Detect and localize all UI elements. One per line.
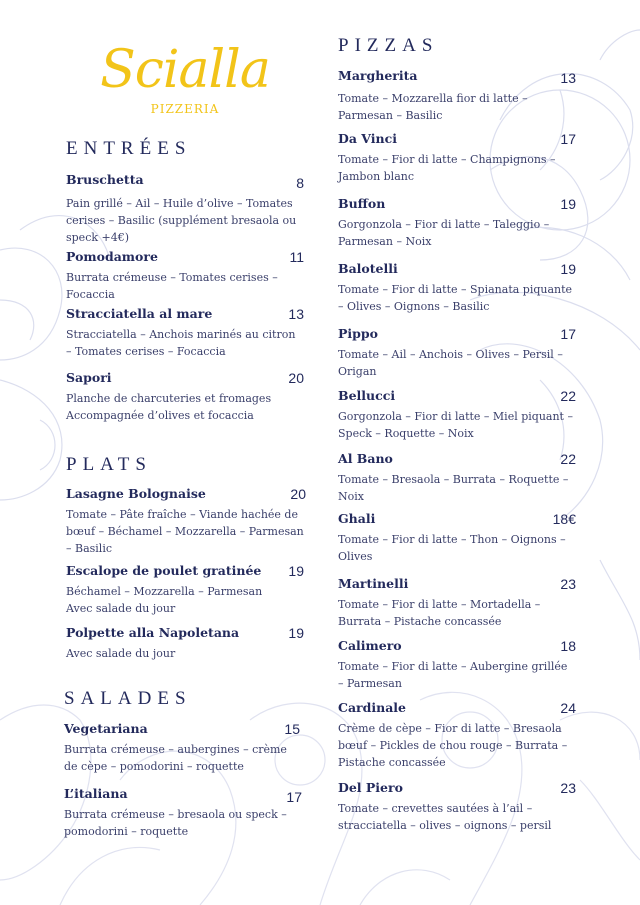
menu-item — [338, 196, 576, 250]
item-description: Tomate – Fior di latte – Aubergine grillée – Parmesan — [338, 660, 568, 690]
item-description: Avec salade du jour — [66, 647, 176, 660]
item-description: Planche de charcuteries et fromages — [66, 392, 272, 405]
item-description: Tomate – Ail – Anchois – Olives – Persil – Origan — [338, 348, 563, 378]
item-price: 24 — [560, 700, 576, 716]
item-price: 23 — [560, 576, 576, 592]
item-description: Burrata crémeuse – bresaola ou speck – pomodorini – roquette — [64, 808, 287, 838]
item-name: Escalope de poulet gratinée — [66, 563, 262, 578]
menu-item — [66, 625, 304, 662]
item-price: 18 — [560, 638, 576, 654]
item-description: Tomate – Fior di latte – Thon – Oignons – Olives — [338, 533, 566, 563]
menu-item — [66, 563, 304, 617]
item-price: 18€ — [552, 511, 576, 527]
item-name: Stracciatella al mare — [66, 306, 213, 321]
logo-wordmark: Scialla — [100, 40, 270, 100]
menu-item — [66, 486, 306, 557]
item-name: Al Bano — [338, 451, 393, 466]
item-name: Margherita — [338, 68, 418, 83]
section-heading-entrees: ENTRÉES — [66, 138, 192, 159]
item-name: Sapori — [66, 370, 112, 385]
menu-item — [338, 638, 576, 692]
item-description: Gorgonzola – Fior di latte – Taleggio – Parmesan – Noix — [338, 218, 550, 248]
item-description: Crème de cèpe – Fior di latte – Bresaola bœuf – Pickles de chou rouge – Burrata – Pistache concassée — [338, 722, 568, 769]
item-price: 19 — [560, 196, 576, 212]
menu-item — [338, 326, 576, 380]
item-price: 23 — [560, 780, 576, 796]
item-name: Del Piero — [338, 780, 403, 795]
item-name: Lasagne Bolognaise — [66, 486, 206, 501]
menu-item — [64, 786, 302, 840]
item-description: Tomate – Fior di latte – Champignons – Jambon blanc — [338, 153, 556, 183]
logo-subtitle: PIZZERIA — [150, 102, 220, 116]
item-name: Bruschetta — [66, 172, 144, 187]
item-name: Buffon — [338, 196, 386, 211]
item-description: Tomate – Bresaola – Burrata – Roquette – Noix — [338, 473, 569, 503]
menu-item — [66, 370, 304, 424]
item-description: Tomate – crevettes sautées à l’ail – stracciatella – olives – oignons – persil — [338, 802, 552, 832]
item-price: 20 — [290, 486, 306, 502]
menu-item — [338, 261, 576, 315]
item-price: 13 — [560, 70, 576, 86]
item-description: Burrata crémeuse – aubergines – crème de cèpe – pomodorini – roquette — [64, 743, 287, 773]
item-name: Da Vinci — [338, 131, 397, 146]
menu-item — [338, 511, 576, 565]
item-description: Pain grillé – Ail – Huile d’olive – Tomates cerises – Basilic (supplément bresaola ou speck +4€) — [66, 197, 297, 244]
item-description: Tomate – Mozzarella fior di latte – Parmesan – Basilic — [338, 92, 528, 122]
item-description: Stracciatella – Anchois marinés au citron – Tomates cerises – Focaccia — [66, 328, 296, 358]
menu-item — [338, 700, 576, 771]
item-name: Cardinale — [338, 700, 407, 715]
menu-item — [338, 780, 576, 834]
item-description: Tomate – Fior di latte – Mortadella – Burrata – Pistache concassée — [338, 598, 541, 628]
item-price: 19 — [560, 261, 576, 277]
item-name: Pomodamore — [66, 249, 158, 264]
menu-item — [66, 306, 304, 360]
section-heading-pizzas: PIZZAS — [338, 35, 439, 56]
item-description-extra: Avec salade du jour — [66, 602, 176, 615]
item-price: 17 — [560, 326, 576, 342]
item-name: Martinelli — [338, 576, 409, 591]
item-price: 19 — [288, 563, 304, 579]
item-price: 17 — [560, 131, 576, 147]
item-price: 22 — [560, 388, 576, 404]
menu-item — [338, 68, 576, 124]
item-name: Vegetariana — [64, 721, 148, 736]
item-name: Pippo — [338, 326, 378, 341]
item-price: 15 — [284, 721, 300, 737]
menu-item — [338, 131, 576, 185]
item-price: 22 — [560, 451, 576, 467]
item-description-extra: Accompagnée d’olives et focaccia — [66, 409, 254, 422]
section-heading-plats: PLATS — [66, 454, 152, 475]
item-description: Burrata crémeuse – Tomates cerises – Focaccia — [66, 271, 278, 301]
item-price: 11 — [289, 249, 304, 265]
menu-item — [338, 576, 576, 630]
menu-item — [338, 388, 576, 442]
item-name: Calimero — [338, 638, 402, 653]
section-heading-salades: SALADES — [64, 688, 192, 709]
item-description: Béchamel – Mozzarella – Parmesan — [66, 585, 263, 598]
item-description: Gorgonzola – Fior di latte – Miel piquant – Speck – Roquette – Noix — [338, 410, 573, 440]
item-name: L’italiana — [64, 786, 128, 801]
item-description: Tomate – Pâte fraîche – Viande hachée de bœuf – Béchamel – Mozzarella – Parmesan – Basilic — [66, 508, 304, 555]
item-price: 19 — [288, 625, 304, 641]
item-name: Ghali — [338, 511, 376, 526]
item-price: 20 — [288, 370, 304, 386]
item-name: Polpette alla Napoletana — [66, 625, 240, 640]
item-name: Bellucci — [338, 388, 396, 403]
menu-item — [64, 721, 300, 775]
item-description: Tomate – Fior di latte – Spianata piquante – Olives – Oignons – Basilic — [338, 283, 573, 313]
menu-item — [338, 451, 576, 505]
item-price: 8 — [296, 175, 304, 191]
item-price: 17 — [286, 789, 302, 805]
item-name: Balotelli — [338, 261, 398, 276]
menu-item — [66, 172, 304, 246]
item-price: 13 — [288, 306, 304, 322]
menu-item — [66, 249, 304, 303]
